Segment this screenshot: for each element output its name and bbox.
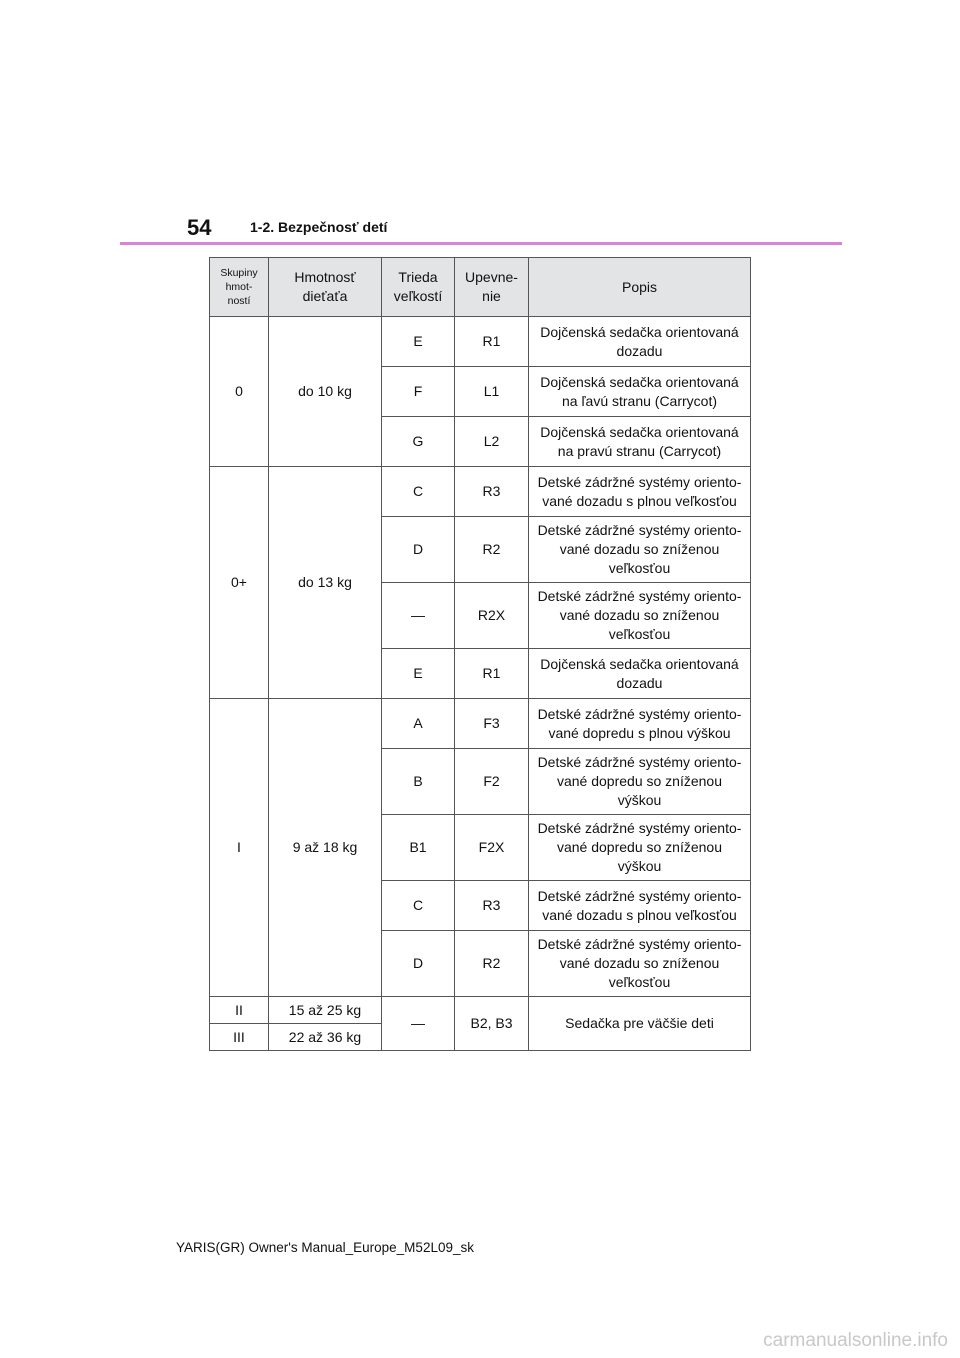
table-header-row — [210, 258, 751, 317]
column-header-description: Popis — [529, 258, 751, 317]
group-cell: I — [210, 699, 269, 997]
description-line: Dojčenská sedačka orientovaná — [540, 423, 739, 440]
description-line: dozadu — [616, 674, 663, 691]
size-class-cell: B — [382, 749, 455, 815]
size-class-cell: E — [382, 649, 455, 699]
group-cell: 0 — [210, 317, 269, 467]
fixture-cell: L1 — [455, 367, 529, 417]
fixture-cell: R1 — [455, 317, 529, 367]
description-line: na ľavú stranu (Carrycot) — [561, 392, 718, 409]
description-line: výškou — [617, 857, 662, 874]
size-class-cell: D — [382, 517, 455, 583]
child-seat-groups-table — [209, 257, 751, 1051]
weight-cell: do 13 kg — [269, 467, 382, 699]
description-line: dozadu — [616, 342, 663, 359]
weight-cell: 22 až 36 kg — [269, 1024, 382, 1051]
description-cell — [529, 367, 751, 417]
description-cell — [529, 649, 751, 699]
size-class-cell: E — [382, 317, 455, 367]
description-line: výškou — [617, 791, 662, 808]
description-line: Dojčenská sedačka orientovaná — [540, 323, 739, 340]
description-cell — [529, 417, 751, 467]
table-row — [210, 467, 751, 517]
description-cell — [529, 749, 751, 815]
description-cell — [529, 881, 751, 931]
section-title: 1-2. Bezpečnosť detí — [250, 219, 388, 235]
weight-cell: do 10 kg — [269, 317, 382, 467]
weight-cell: 15 až 25 kg — [269, 997, 382, 1024]
fixture-cell: R3 — [455, 467, 529, 517]
column-header-size-class: Trieda veľkostí — [382, 258, 455, 317]
size-class-cell: — — [382, 583, 455, 649]
description-line: Dojčenská sedačka orientovaná — [540, 373, 739, 390]
watermark: carmanualsonline.info — [763, 1330, 948, 1351]
description-line: veľkosťou — [608, 973, 671, 990]
size-class-cell: G — [382, 417, 455, 467]
description-line: Detské zádržné systémy oriento- — [537, 705, 742, 722]
table-row — [210, 317, 751, 367]
fixture-cell: R2 — [455, 931, 529, 997]
description-line: Detské zádržné systémy oriento- — [537, 820, 742, 837]
fixture-cell: R2X — [455, 583, 529, 649]
size-class-cell: A — [382, 699, 455, 749]
fixture-cell: R3 — [455, 881, 529, 931]
description-line: vané dopredu s plnou výškou — [548, 724, 731, 741]
size-class-cell: — — [382, 997, 455, 1051]
description-line: veľkosťou — [608, 625, 671, 642]
footer-manual-id: YARIS(GR) Owner's Manual_Europe_M52L09_sk — [176, 1240, 474, 1255]
description-line: Detské zádržné systémy oriento- — [537, 887, 742, 904]
fixture-cell: R2 — [455, 517, 529, 583]
description-line: vané dopredu so zníženou — [556, 839, 722, 856]
column-header-fixture: Upevne- nie — [455, 258, 529, 317]
fixture-cell: F2 — [455, 749, 529, 815]
description-line: Detské zádržné systémy oriento- — [537, 473, 742, 490]
table-body — [210, 317, 751, 1051]
description-cell — [529, 583, 751, 649]
group-cell: II — [210, 997, 269, 1024]
description-cell — [529, 467, 751, 517]
description-line: Detské zádržné systémy oriento- — [537, 522, 742, 539]
column-header-weight: Hmotnosť dieťaťa — [269, 258, 382, 317]
description-line: na pravú stranu (Carrycot) — [557, 442, 722, 459]
size-class-cell: B1 — [382, 815, 455, 881]
size-class-cell: C — [382, 467, 455, 517]
fixture-cell: F3 — [455, 699, 529, 749]
fixture-cell: L2 — [455, 417, 529, 467]
description-line: Detské zádržné systémy oriento- — [537, 754, 742, 771]
fixture-cell: R1 — [455, 649, 529, 699]
table-row — [210, 997, 751, 1024]
description-line: Detské zádržné systémy oriento- — [537, 936, 742, 953]
description-cell — [529, 815, 751, 881]
group-cell: III — [210, 1024, 269, 1051]
page-number: 54 — [187, 215, 212, 240]
column-header-group: Skupiny hmot- ností — [210, 258, 269, 317]
size-class-cell: F — [382, 367, 455, 417]
description-cell — [529, 517, 751, 583]
description-line: Dojčenská sedačka orientovaná — [540, 655, 739, 672]
description-line: vané dopredu so zníženou — [556, 773, 722, 790]
description-line: vané dozadu so zníženou — [559, 541, 720, 558]
description-line: vané dozadu s plnou veľkosťou — [542, 906, 737, 923]
description-line: Detské zádržné systémy oriento- — [537, 588, 742, 605]
description-line: vané dozadu so zníženou — [559, 607, 720, 624]
fixture-cell: F2X — [455, 815, 529, 881]
description-cell — [529, 699, 751, 749]
group-cell: 0+ — [210, 467, 269, 699]
description-line: vané dozadu s plnou veľkosťou — [542, 492, 737, 509]
size-class-cell: C — [382, 881, 455, 931]
description-cell — [529, 931, 751, 997]
table-row — [210, 699, 751, 749]
description-line: veľkosťou — [608, 559, 671, 576]
weight-cell: 9 až 18 kg — [269, 699, 382, 997]
description-line: vané dozadu so zníženou — [559, 955, 720, 972]
size-class-cell: D — [382, 931, 455, 997]
description-cell: Sedačka pre väčšie deti — [529, 997, 751, 1051]
fixture-cell: B2, B3 — [455, 997, 529, 1051]
description-cell — [529, 317, 751, 367]
header-divider — [120, 242, 842, 245]
